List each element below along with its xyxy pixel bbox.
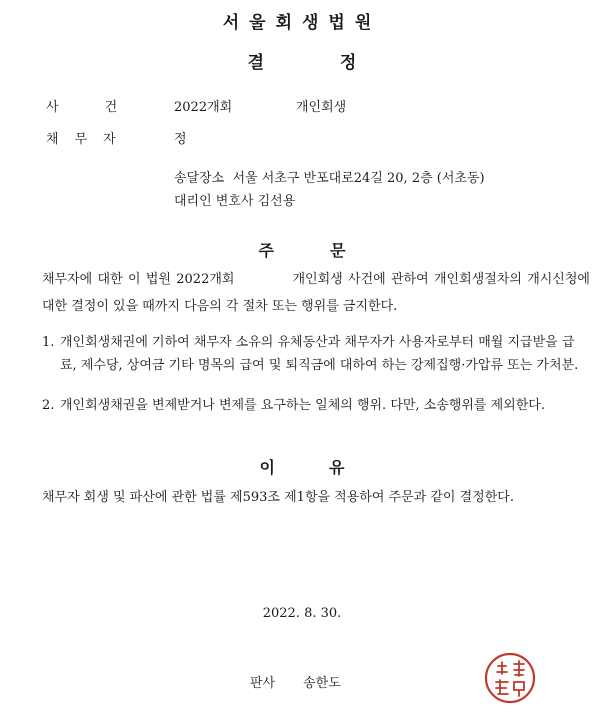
order-item [42, 331, 590, 377]
case-name: 개인회생 [296, 100, 347, 115]
reason-text: 채무자 회생 및 파산에 관한 법률 제593조 제1항을 적용하여 주문과 같이 결정한다. [42, 490, 514, 505]
judge-signature [250, 672, 341, 691]
debtor-name: 정 [174, 132, 187, 147]
decision-date: 2022. 8. 30. [262, 606, 342, 621]
agent: 대리인 변호사 김선용 [174, 194, 296, 209]
doc-type-char-1: 결 [247, 53, 265, 73]
item-number: 2. [42, 398, 55, 413]
case-label: 사 건 [46, 100, 118, 115]
item-number: 1. [42, 335, 55, 350]
judge-label: 판사 [250, 676, 276, 691]
service-address: 송달장소 서울 서초구 반포대로24길 20, 2층 (서초동) [174, 171, 485, 186]
judge-name: 송한도 [303, 676, 341, 691]
debtor-label: 채 무 자 [46, 132, 116, 147]
order-text-rest: 개인회생 사건에 관하여 개인회생절차의 개시신청에 대한 결정이 있을 때까지 다음의 각 절차 또는 행위를 금지한다. [42, 272, 590, 314]
court-name: 서울회생법원 [222, 13, 382, 33]
item-text: 개인회생채권을 변제받거나 변제를 요구하는 일체의 행위. 다만, 소송행위를 제외한다. [60, 398, 545, 413]
document-type [0, 48, 604, 73]
reason-title: 이 유 [259, 458, 345, 477]
case-number: 2022개회 [174, 100, 233, 115]
order-item [42, 394, 590, 417]
item-text: 개인회생채권에 기하여 채무자 소유의 유체동산과 채무자가 사용자로부터 매월 지급받을 급료, 제수당, 상여금 기타 명목의 급여 및 퇴직금에 대하여 하는 강제집행·가압류 또는 가처분. [60, 335, 579, 373]
order-text [42, 266, 590, 320]
judge-seal-icon [484, 652, 536, 704]
order-text-intro: 채무자에 대한 이 법원 2022개회 [42, 272, 235, 287]
order-title: 주 문 [258, 241, 346, 260]
doc-type-char-2: 정 [339, 53, 357, 73]
